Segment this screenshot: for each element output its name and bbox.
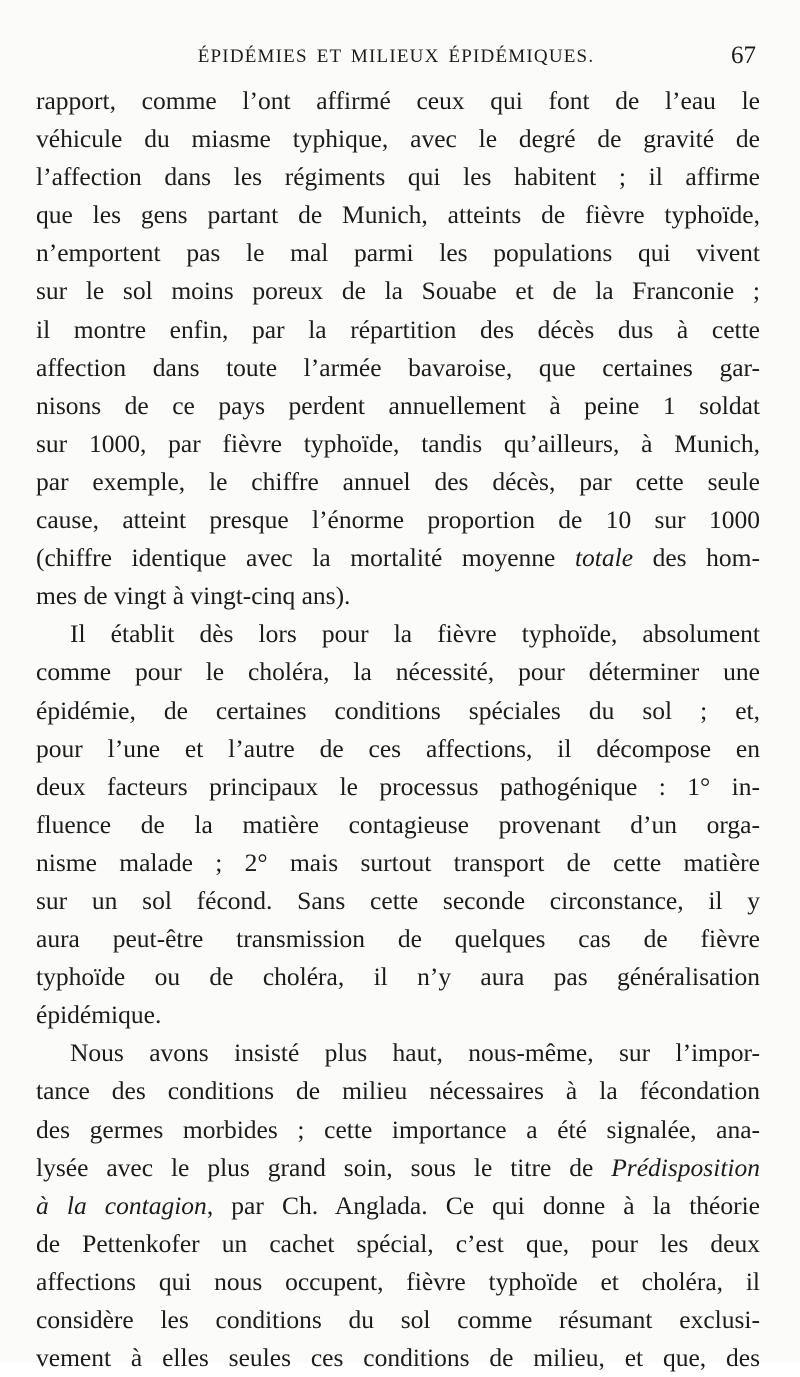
text-line: rapport, comme l’ont affirmé ceux qui font de l’eau le [36, 86, 760, 115]
text-line: sur le sol moins poreux de la Souabe et de la Franconie ; [36, 276, 760, 306]
paragraph-end-line: mes de vingt à vingt-cinq ans). [36, 581, 351, 611]
text-run: des hom- [633, 543, 760, 573]
text-line: sur 1000, par fièvre typhoïde, tandis qu’ailleurs, à Munich, [36, 428, 760, 458]
text-line: de Pettenkofer un cachet spécial, c’est que, pour les deux [36, 1228, 760, 1258]
running-title: ÉPIDÉMIES ET MILIEUX ÉPIDÉMIQUES. [197, 46, 595, 67]
italic-word: à la contagion [36, 1190, 207, 1220]
paragraph-end-line: épidémique. [36, 1000, 162, 1030]
paragraph-first-line: Il établit dès lors pour la fièvre typhoïde, absolument [70, 619, 760, 649]
text-line: nisme malade ; 2° mais surtout transport de cette matière [36, 847, 760, 877]
text-line: vement à elles seules ces conditions de milieu, et que, des [36, 1343, 760, 1373]
text-line: sur un sol fécond. Sans cette seconde circonstance, il y [36, 885, 760, 915]
text-line: par exemple, le chiffre annuel des décès, par cette seule [36, 466, 760, 496]
text-line: cause, atteint presque l’énorme proportion de 10 sur 1000 [36, 505, 760, 535]
text-line: deux facteurs principaux le processus pathogénique : 1° in- [36, 771, 760, 801]
text-line: nisons de ce pays perdent annuellement à peine 1 soldat [36, 390, 760, 420]
text-line: typhoïde ou de choléra, il n’y aura pas généralisation [36, 962, 760, 992]
text-line: des germes morbides ; cette importance a été signalée, ana- [36, 1114, 760, 1144]
running-head [36, 40, 756, 76]
text-line: affections qui nous occupent, fièvre typhoïde et choléra, il [36, 1266, 760, 1296]
text-line [36, 1187, 760, 1225]
text-line: comme pour le choléra, la nécessité, pour déterminer une [36, 657, 760, 687]
text-line: considère les conditions du sol comme résumant exclusi- [36, 1305, 760, 1334]
text-line: tance des conditions de milieu nécessaires à la fécondation [36, 1076, 760, 1106]
body-text [36, 82, 760, 1377]
text-line: véhicule du miasme typhique, avec le degré de gravité de [36, 124, 760, 154]
text-line [36, 539, 760, 577]
text-line: affection dans toute l’armée bavaroise, que certaines gar- [36, 352, 760, 382]
text-line: n’emportent pas le mal parmi les populations qui vivent [36, 238, 760, 268]
text-run: , par Ch. Anglada. Ce qui donne à la théorie [206, 1190, 761, 1220]
italic-word: totale [574, 543, 634, 573]
text-line: aura peut-être transmission de quelques cas de fièvre [36, 924, 760, 954]
text-line: l’affection dans les régiments qui les habitent ; il affirme [36, 162, 760, 192]
text-line: pour l’une et l’autre de ces affections, il décompose en [36, 733, 760, 763]
text-line: épidémie, de certaines conditions spéciales du sol ; et, [36, 695, 760, 725]
page-number: 67 [731, 42, 756, 69]
text-line: il montre enfin, par la répartition des décès dus à cette [36, 314, 760, 344]
text-line [36, 1149, 760, 1187]
text-run: lysée avec le plus grand soin, sous le titre de [36, 1152, 612, 1182]
italic-word: Prédisposition [611, 1152, 760, 1182]
paragraph-first-line: Nous avons insisté plus haut, nous-même, sur l’impor- [70, 1038, 760, 1068]
text-run: (chiffre identique avec la mortalité moyenne [36, 543, 575, 573]
text-line: fluence de la matière contagieuse provenant d’un orga- [36, 809, 760, 839]
text-line: que les gens partant de Munich, atteints de fièvre typhoïde, [36, 200, 760, 230]
